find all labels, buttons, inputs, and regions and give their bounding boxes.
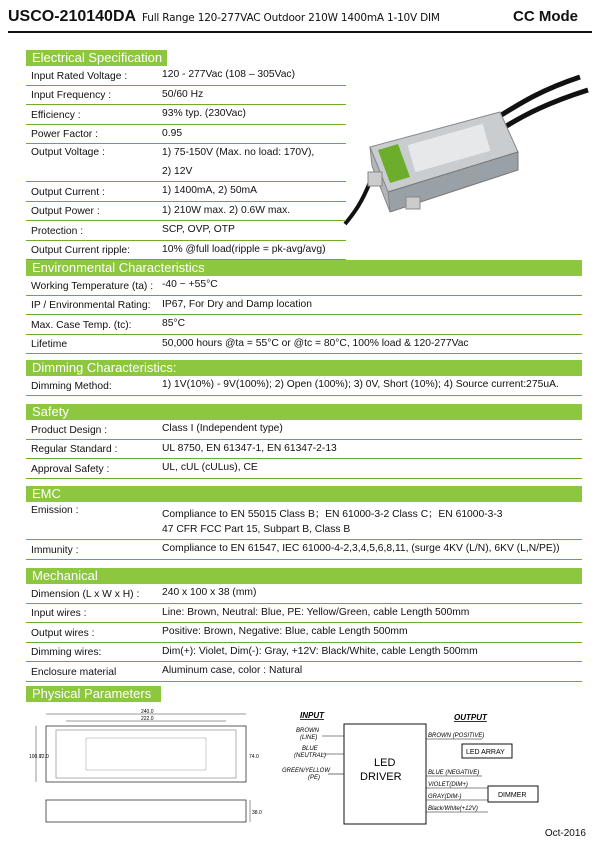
spec-label: IP / Environmental Rating:: [31, 300, 151, 311]
section-title: Dimming Characteristics:: [26, 360, 582, 376]
spec-row: [26, 221, 346, 241]
spec-row: [26, 66, 346, 86]
output-wire-label: GRAY(DIM-): [428, 794, 462, 800]
input-wire-label: (LINE): [300, 735, 318, 741]
spec-row: [26, 440, 582, 460]
spec-label: Input wires :: [31, 608, 87, 619]
spec-row: [26, 241, 346, 261]
spec-value: Dim(+): Violet, Dim(-): Gray, +12V: Black/White, cable Length 500mm: [162, 645, 478, 657]
dim-width: 100.0: [29, 754, 42, 760]
input-wire-label: (PE): [308, 775, 320, 781]
spec-value: Compliance to EN 61547, IEC 61000-4-2,3,4,5,6,8,11, (surge 4KV (L/N), 6KV (L,N/PE)): [162, 543, 560, 554]
spec-row: [26, 335, 582, 355]
spec-label: Output Power :: [31, 206, 100, 217]
spec-row: [26, 420, 582, 440]
spec-label: Input Frequency :: [31, 90, 112, 101]
model-number: USCO-210140DA: [8, 8, 137, 25]
spec-label: Output Current ripple:: [31, 245, 131, 256]
spec-label: Regular Standard :: [31, 444, 118, 455]
spec-label: Output wires :: [31, 627, 95, 639]
wiring-diagram: [282, 708, 582, 828]
input-wire-label: (NEUTRAL): [294, 753, 327, 759]
emc-section: [26, 486, 582, 560]
spec-value: UL 8750, EN 61347-1, EN 61347-2-13: [162, 442, 337, 454]
electrical-section: [26, 50, 582, 260]
dim-width-inner: 72.0: [39, 754, 49, 760]
spec-value: 120 - 277Vac (108 – 305Vac): [162, 69, 295, 80]
spec-row: [26, 604, 582, 624]
section-title: Environmental Characteristics: [26, 260, 582, 276]
footer-date: Oct-2016: [544, 828, 586, 839]
section-title: Mechanical: [26, 568, 582, 584]
spec-value: 50,000 hours @ta = 55°C or @tc = 80°C, 100% load & 120-277Vac: [162, 337, 469, 349]
spec-row: [26, 276, 582, 296]
spec-row: [26, 125, 346, 145]
spec-value: Class I (Independent type): [162, 423, 283, 434]
spec-value: 1) 210W max. 2) 0.6W max.: [162, 204, 291, 216]
spec-row: [26, 105, 346, 125]
spec-label: Dimming wires:: [31, 647, 102, 658]
spec-label: Power Factor :: [31, 129, 98, 140]
dim-height: 38.0: [252, 810, 262, 816]
output-wire-label: BLUE (NEGATIVE): [428, 770, 480, 776]
spec-value: 240 x 100 x 38 (mm): [162, 587, 257, 598]
spec-label: Output Voltage :: [31, 147, 105, 158]
spec-row: [26, 144, 346, 182]
spec-row: [26, 643, 582, 663]
mechanical-section: [26, 568, 582, 682]
spec-value: 1) 75-150V (Max. no load: 170V),: [162, 147, 315, 158]
spec-value: Aluminum case, color : Natural: [162, 665, 303, 676]
spec-row: [26, 540, 582, 560]
dim-inner-length: 222.0: [141, 716, 154, 722]
page-header: [8, 8, 592, 30]
spec-row: [26, 296, 582, 316]
mode-label: CC Mode: [513, 8, 578, 25]
product-subtitle: Full Range 120-277VAC Outdoor 210W 1400mA 1-10V DIM: [142, 12, 440, 24]
spec-row: [26, 86, 346, 106]
spec-value: IP67, For Dry and Damp location: [162, 298, 312, 310]
section-title: Physical Parameters: [26, 686, 161, 702]
header-rule: [8, 31, 592, 33]
spec-row: [26, 376, 582, 396]
spec-row: [26, 459, 582, 479]
spec-value: 85°C: [162, 318, 186, 329]
dim-width-right: 74.0: [249, 754, 259, 760]
section-title: EMC: [26, 486, 582, 502]
spec-value: Compliance to EN 55015 Class B；EN 61000-3-2 Class C；EN 61000-3-3: [162, 509, 503, 520]
output-wire-label: VIOLET(DIM+): [428, 782, 468, 788]
spec-value: UL, cUL (cULus), CE: [162, 462, 258, 473]
spec-value: SCP, OVP, OTP: [162, 224, 235, 235]
mechanical-drawing: [26, 708, 276, 828]
spec-label: Dimming Method:: [31, 380, 112, 392]
spec-label: Output Current :: [31, 186, 105, 198]
spec-value: 10% @full load(ripple = pk-avg/avg): [162, 243, 326, 255]
dimming-section: [26, 360, 582, 396]
spec-row: [26, 623, 582, 643]
spec-value: 1) 1400mA, 2) 50mA: [162, 185, 258, 196]
section-title: Safety: [26, 404, 582, 420]
spec-label: Emission :: [31, 505, 79, 516]
spec-label: Product Design :: [31, 424, 108, 436]
input-wire-label: BLUE: [302, 746, 318, 752]
spec-row: [26, 315, 582, 335]
input-wire-label: GREEN/YELLOW: [282, 768, 331, 774]
spec-label: Lifetime: [31, 339, 68, 350]
safety-section: [26, 404, 582, 479]
spec-row: [26, 584, 582, 604]
spec-value: 93% typ. (230Vac): [162, 108, 246, 119]
spec-label: Input Rated Voltage :: [31, 70, 128, 82]
output-title: OUTPUT: [454, 713, 487, 722]
spec-value: Positive: Brown, Negative: Blue, cable Length 500mm: [162, 626, 408, 637]
spec-label: Approval Safety :: [31, 463, 110, 475]
spec-value: 50/60 Hz: [162, 88, 204, 100]
spec-label: Max. Case Temp. (tc):: [31, 319, 132, 331]
spec-value: 1) 1V(10%) - 9V(100%); 2) Open (100%); 3) 0V, Short (10%); 4) Source current:275uA.: [162, 379, 559, 390]
dimmer-label: DIMMER: [498, 792, 527, 799]
led-array-label: LED ARRAY: [466, 749, 505, 756]
spec-label: Working Temperature (ta) :: [31, 280, 154, 292]
spec-value: 0.95: [162, 127, 183, 139]
driver-label-1: LED: [374, 757, 396, 769]
dim-length: 240.0: [141, 709, 154, 715]
section-title: Electrical Specification: [26, 50, 167, 66]
spec-value: Line: Brown, Neutral: Blue, PE: Yellow/Green, cable Length 500mm: [162, 606, 470, 618]
spec-value: 2) 12V: [162, 166, 193, 177]
physical-section: [26, 686, 161, 702]
output-wire-label: Black/White(+12V): [428, 806, 478, 812]
spec-row: [26, 182, 346, 202]
output-wire-label: BROWN (POSITIVE): [428, 733, 485, 739]
spec-label: Efficiency :: [31, 109, 81, 121]
input-wire-label: BROWN: [296, 728, 319, 734]
spec-row: [26, 662, 582, 682]
spec-row: [26, 202, 346, 222]
spec-label: Protection :: [31, 225, 84, 237]
environmental-section: [26, 260, 582, 354]
spec-value: 47 CFR FCC Part 15, Subpart B, Class B: [162, 524, 351, 535]
spec-label: Enclosure material: [31, 666, 117, 678]
input-title: INPUT: [300, 711, 324, 720]
spec-row: [26, 502, 582, 540]
driver-label-2: DRIVER: [360, 771, 402, 783]
spec-label: Immunity :: [31, 544, 79, 556]
spec-label: Dimension (L x W x H) :: [31, 588, 140, 600]
spec-value: -40 ~ +55°C: [162, 279, 218, 290]
